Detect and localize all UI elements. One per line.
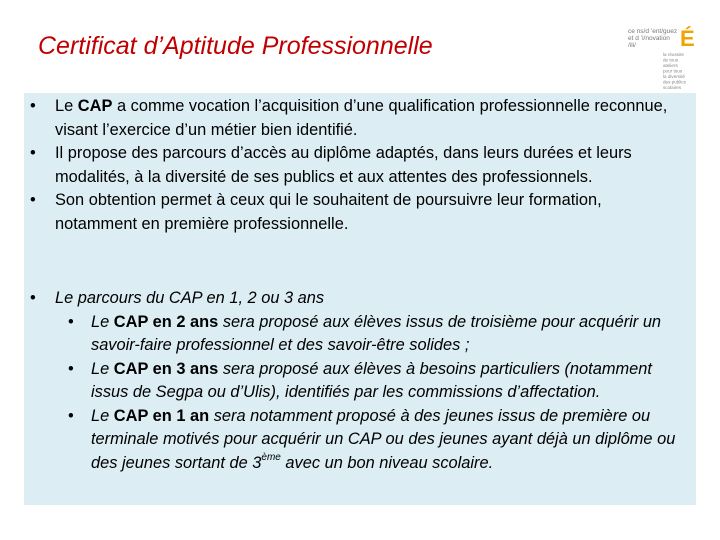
bullet-item-vocation: • Le CAP a comme vocation l’acquisition d’une qualification professionnelle reconnue, visant l’exercice d’un métier bien identifié.: [30, 97, 668, 139]
parcours-sub-list: [24, 311, 684, 476]
parcours-item-3-ans: • Le CAP en 3 ans sera proposé aux élèves à besoins particuliers (notamment issus de Segpa ou d’Ulis), identifiés par les commissions d’affectation.: [68, 359, 652, 401]
cap-1-an-bold: CAP en 1 an: [113, 406, 210, 425]
cap-3-ans-bold: CAP en 3 ans: [113, 359, 219, 378]
logo-graphic: [626, 22, 702, 90]
svg-text:É: É: [680, 26, 695, 51]
svg-text:pour tous: pour tous: [663, 68, 683, 74]
svg-text:scolaires: scolaires: [663, 85, 682, 90]
intro-bullet-list: [24, 95, 684, 236]
bullet-icon: •: [30, 289, 36, 307]
svg-text:et d ’i/novation: et d ’i/novation: [628, 35, 670, 42]
bullet-icon: •: [30, 97, 36, 115]
bullet-icon: •: [68, 359, 74, 378]
bullet-icon: •: [68, 312, 74, 331]
cap-bold: CAP: [77, 97, 113, 115]
content-panel: [24, 93, 696, 505]
bullet-item-obtention: • Son obtention permet à ceux qui le souhaitent de poursuivre leur formation, notamment en première professionnelle.: [30, 191, 602, 233]
parcours-item-1-an: • Le CAP en 1 an sera notamment proposé à des jeunes issus de première ou terminale motivés pour acquérir un CAP ou des jeunes ayant déjà un diplôme ou des jeunes sortant de 3ème avec un bon niveau scolaire.: [68, 406, 676, 472]
parcours-heading-item: [24, 287, 684, 475]
cap-2-ans-bold: CAP en 2 ans: [113, 312, 219, 331]
svg-text:ce ns/d ’ent/guez: ce ns/d ’ent/guez: [628, 28, 678, 35]
svg-text:la réussite: la réussite: [663, 52, 684, 57]
svg-text:de tous: de tous: [663, 57, 679, 63]
logo: [626, 22, 702, 90]
page-title: Certificat d’Aptitude Professionnelle: [38, 32, 433, 60]
svg-text:la diversité: la diversité: [663, 74, 685, 79]
bullet-icon: •: [68, 406, 74, 425]
parcours-item-2-ans: • Le CAP en 2 ans sera proposé aux élèves issus de troisième pour acquérir un savoir-faire professionnel et des savoir-être solides ;: [68, 312, 662, 354]
svg-text:/ili/: /ili/: [628, 42, 636, 49]
bullet-item-parcours: • Il propose des parcours d’accès au diplôme adaptés, dans leurs durées et leurs modalités, à la diversité de ses publics et aux attentes des professionnels.: [30, 144, 632, 186]
parcours-heading: Le parcours du CAP en 1, 2 ou 3 ans: [55, 289, 325, 307]
svg-text:des publics: des publics: [663, 79, 686, 85]
bullet-icon: •: [30, 191, 36, 209]
bullet-icon: •: [30, 144, 36, 162]
parcours-bullet-list: [24, 287, 684, 475]
svg-text:ateliers: ateliers: [663, 63, 678, 68]
